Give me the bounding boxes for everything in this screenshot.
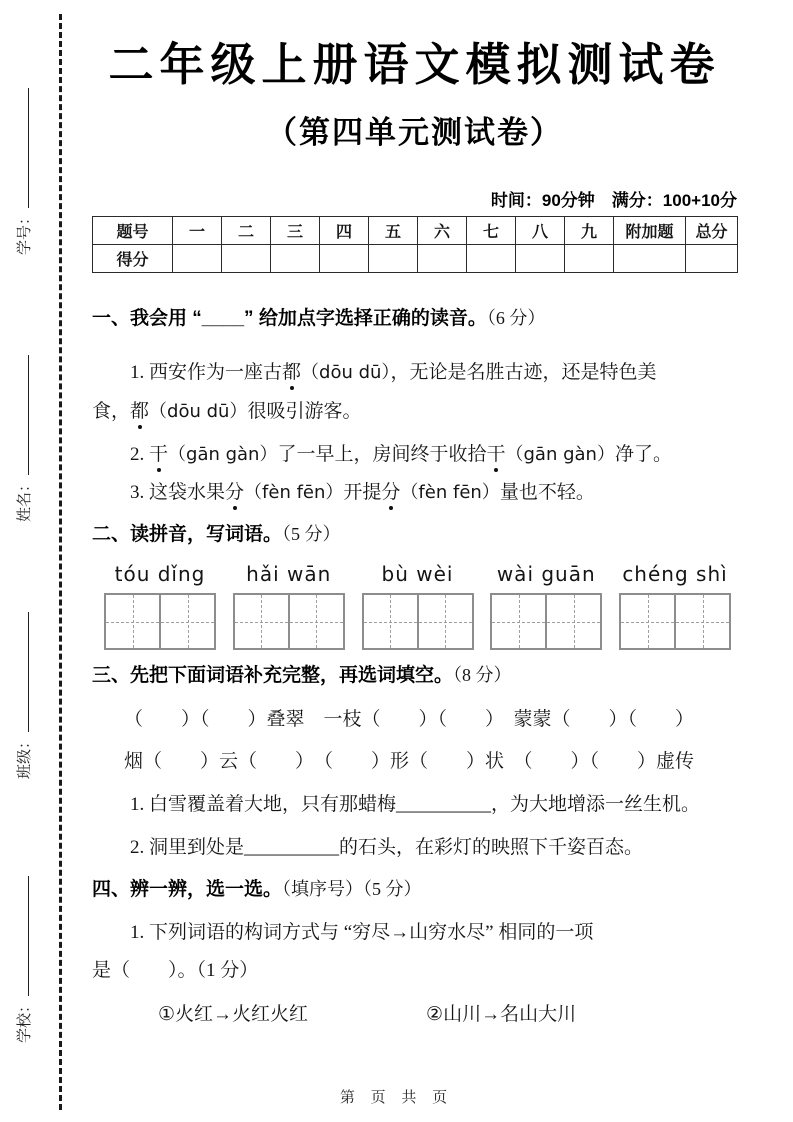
option-1: ①火红→火红火红: [158, 1004, 309, 1025]
score-cell-empty: [614, 245, 686, 273]
writing-grid-cell: [290, 595, 343, 648]
section3-item1: 1. 白雪覆盖着大地，只有那蜡梅__________，为大地增添一丝生机。: [130, 794, 701, 815]
score-table-header-cell: 四: [320, 217, 369, 245]
school-blank-line: [14, 876, 29, 996]
writing-grid-cell: [364, 595, 419, 648]
time-and-score-info: 时间：90分钟 满分：100+10分: [490, 191, 737, 210]
section4-item1-line2: 是（ ）。（1 分）: [92, 960, 259, 981]
score-table-header-cell: 附加题: [614, 217, 686, 245]
score-cell-empty: [271, 245, 320, 273]
sidebar-label-class: 班级：: [16, 733, 33, 779]
pinyin-word: hǎi wān: [246, 562, 332, 586]
section4-heading: [92, 877, 737, 903]
section1-item3: 3. 这袋水果分（fèn fēn）开提分（fèn fēn）量也不轻。: [130, 482, 595, 503]
class-blank-line: [14, 612, 29, 732]
section3-words-line1: （ ）（ ）叠翠 一枝（ ）（ ） 蒙蒙（ ）（ ）: [124, 709, 695, 730]
section2-heading: [92, 522, 737, 548]
writing-grid: [233, 593, 345, 650]
writing-grid: [490, 593, 602, 650]
writing-grid-cell: [492, 595, 547, 648]
section4-item1-line1: 1. 下列词语的构词方式与 “穷尽→山穷水尽” 相同的一项: [130, 922, 594, 943]
writing-grid: [362, 593, 474, 650]
sidebar-label-student-number: 学号：: [16, 209, 33, 255]
section1-item1-line2: 食，都（dōu dū）很吸引游客。: [92, 401, 362, 422]
score-table-header-row: [93, 217, 738, 245]
paper-content: [92, 0, 737, 1122]
writing-grid: [104, 593, 216, 650]
section3-score: （8 分）: [453, 665, 512, 685]
section3-item2: 2. 洞里到处是__________的石头，在彩灯的映照下千姿百态。: [130, 837, 644, 858]
sidebar-field-name: [13, 355, 34, 522]
score-cell-empty: [222, 245, 271, 273]
score-table-header-cell: 总分: [686, 217, 738, 245]
writing-grid-cell: [419, 595, 472, 648]
score-cell-empty: [369, 245, 418, 273]
score-table-header-cell: 一: [173, 217, 222, 245]
section2-score: （5 分）: [282, 524, 341, 544]
pinyin-word: wài guān: [496, 562, 596, 586]
writing-grid-cell: [106, 595, 161, 648]
section4-heading-text: 四、辨一辨，选一选。: [92, 879, 283, 900]
pinyin-word: chéng shì: [622, 562, 728, 586]
score-table-header-cell: 九: [565, 217, 614, 245]
section1-item2: 2. 干（gān gàn）了一早上，房间终于收拾干（gān gàn）净了。: [130, 444, 672, 465]
sidebar-field-class: [13, 612, 34, 779]
section2-heading-text: 二、读拼音，写词语。: [92, 524, 283, 545]
pinyin-word-group: [104, 562, 216, 650]
page-subtitle: （第四单元测试卷）: [266, 115, 563, 150]
pinyin-writing-row: [92, 562, 737, 650]
section1-item1-line1: 1. 西安作为一座古都（dōu dū），无论是名胜古迹，还是特色美: [130, 362, 657, 383]
pinyin-word-group: [490, 562, 602, 650]
score-table-header-cell: 题号: [93, 217, 173, 245]
score-cell-empty: [467, 245, 516, 273]
sidebar-field-student-number: [13, 88, 34, 255]
section1-heading: [92, 306, 737, 332]
pinyin-word-group: [233, 562, 345, 650]
score-table-header-cell: 三: [271, 217, 320, 245]
section3-words-line2: 烟（ ）云（ ） （ ）形（ ）状 （ ）（ ）虚传: [124, 751, 695, 772]
section1-heading-text: 一、我会用 “____” 给加点字选择正确的读音。: [92, 308, 487, 329]
score-table-header-cell: 二: [222, 217, 271, 245]
score-table-header-cell: 六: [418, 217, 467, 245]
writing-grid-cell: [621, 595, 676, 648]
sidebar-label-name: 姓名：: [16, 476, 33, 522]
score-cell-empty: [320, 245, 369, 273]
score-table: [92, 216, 738, 273]
name-blank-line: [14, 355, 29, 475]
score-table-header-cell: 五: [369, 217, 418, 245]
score-table-header-cell: 八: [516, 217, 565, 245]
score-row-label: 得分: [93, 245, 173, 273]
pinyin-word-group: [362, 562, 474, 650]
section4-options-row: [92, 999, 737, 1026]
pinyin-word-group: [619, 562, 731, 650]
pinyin-word: bù wèi: [381, 562, 454, 586]
score-cell-empty: [418, 245, 467, 273]
score-table-score-row: [93, 245, 738, 273]
sidebar-label-school: 学校：: [16, 997, 33, 1043]
writing-grid: [619, 593, 731, 650]
writing-grid-cell: [676, 595, 729, 648]
section4-note: （填序号）: [282, 879, 364, 899]
score-table-header-cell: 七: [467, 217, 516, 245]
writing-grid-cell: [547, 595, 600, 648]
sidebar-field-school: [13, 876, 34, 1043]
score-cell-empty: [173, 245, 222, 273]
section4-score: （5 分）: [363, 879, 422, 899]
section1-score: （6 分）: [486, 308, 546, 328]
student-number-blank-line: [14, 88, 29, 208]
writing-grid-cell: [235, 595, 290, 648]
writing-grid-cell: [161, 595, 214, 648]
option-2: ②山川→名山大川: [426, 1004, 577, 1025]
page-title: 二年级上册语文模拟测试卷: [108, 39, 721, 90]
score-cell-empty: [686, 245, 738, 273]
pinyin-word: tóu dǐng: [114, 562, 206, 586]
section3-heading-text: 三、先把下面词语补充完整，再选词填空。: [92, 665, 454, 686]
score-cell-empty: [516, 245, 565, 273]
section3-heading: [92, 663, 737, 689]
page-footer: 第 页 共 页: [339, 1090, 454, 1106]
binding-dashed-line: [59, 14, 62, 1110]
score-cell-empty: [565, 245, 614, 273]
